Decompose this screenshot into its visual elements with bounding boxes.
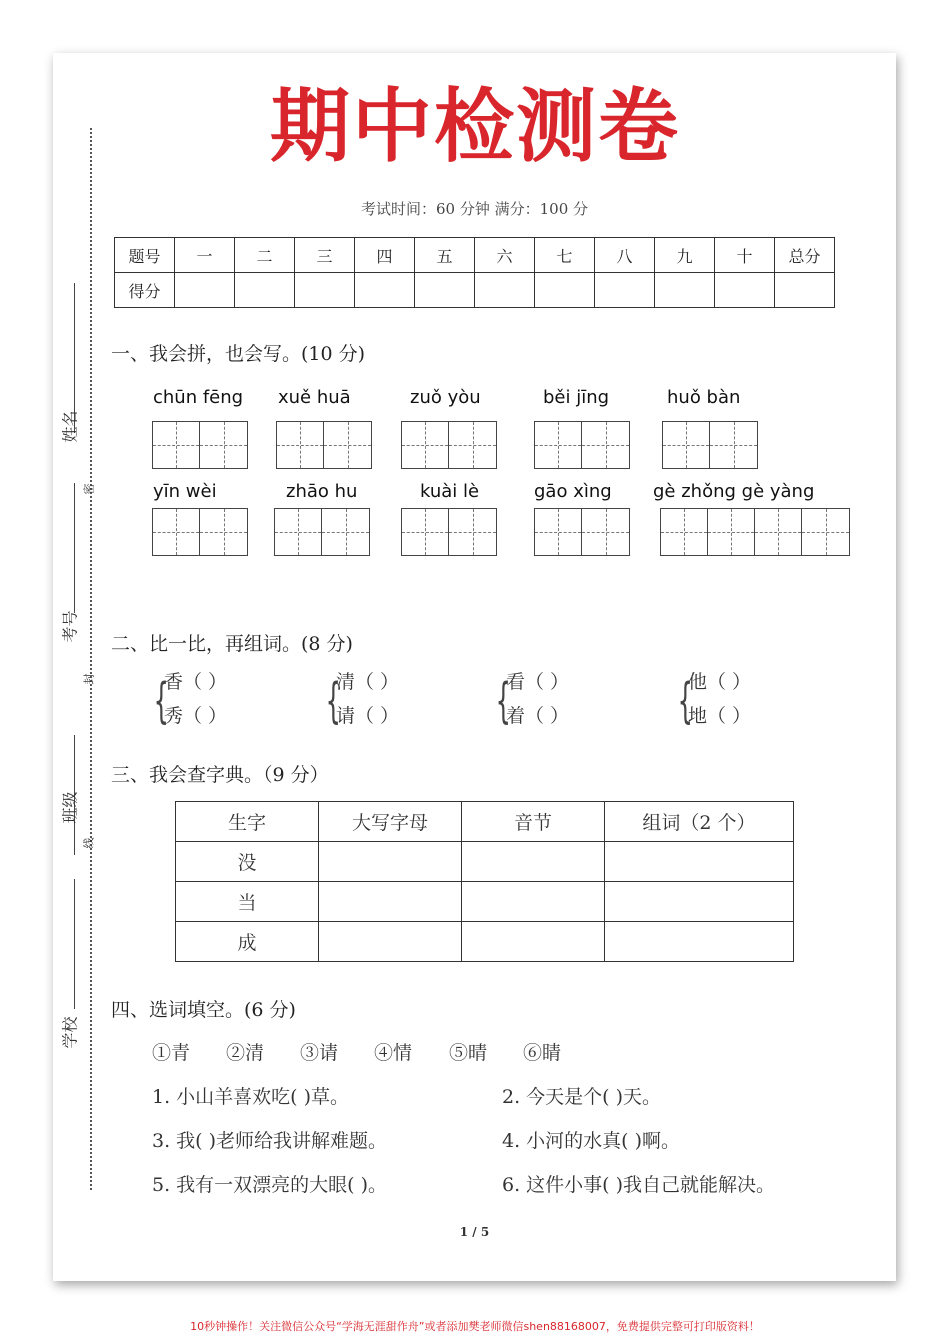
fill-sentence: 3. 我( )老师给我讲解难题。 <box>152 1130 388 1152</box>
compare-word: 秀（ ） <box>164 705 228 727</box>
score-row-label: 得分 <box>115 273 175 308</box>
score-table-header-row <box>115 238 835 273</box>
pinyin-label: chūn fēng <box>153 387 244 408</box>
fill-sentence: 4. 小河的水真( )啊。 <box>502 1130 681 1152</box>
dict-answer-cell[interactable] <box>319 842 462 882</box>
dict-header: 生字 <box>176 802 319 842</box>
fill-sentence: 2. 今天是个( )天。 <box>502 1086 662 1108</box>
exam-subtitle: 考试时间：60 分钟 满分：100 分 <box>360 200 589 218</box>
page-number: 1 / 5 <box>459 1225 490 1239</box>
pinyin-label: huǒ bàn <box>667 387 741 408</box>
score-table-score-row <box>115 273 835 308</box>
fill-sentence: 6. 这件小事( )我自己就能解决。 <box>502 1174 776 1196</box>
compare-word: 着（ ） <box>506 705 570 727</box>
score-cell[interactable] <box>175 273 235 308</box>
exam-sheet <box>53 53 896 1281</box>
score-header-cell: 六 <box>475 238 535 273</box>
side-label-school: 学校 <box>60 1016 80 1049</box>
word-choice: ②清 <box>226 1042 265 1064</box>
pinyin-label: kuài lè <box>420 481 480 502</box>
brace-icon: { <box>325 673 341 729</box>
writing-grid[interactable] <box>660 508 850 556</box>
side-label-number: 考号 <box>60 610 80 643</box>
writing-grid[interactable] <box>401 421 497 469</box>
dict-answer-cell[interactable] <box>462 882 605 922</box>
word-choice: ③请 <box>300 1042 339 1064</box>
writing-grid[interactable] <box>274 508 370 556</box>
side-label-name: 姓名 <box>60 410 80 443</box>
dict-header: 大写字母 <box>319 802 462 842</box>
word-choice: ⑥睛 <box>523 1042 562 1064</box>
score-header-cell: 四 <box>355 238 415 273</box>
dict-char: 当 <box>176 882 319 922</box>
pinyin-label: zuǒ yòu <box>410 387 481 408</box>
score-header-cell: 题号 <box>115 238 175 273</box>
pinyin-label: běi jīng <box>543 387 610 408</box>
dict-answer-cell[interactable] <box>319 922 462 962</box>
word-choice: ④情 <box>374 1042 413 1064</box>
promo-footer: 10秒钟操作！关注微信公众号“学海无涯甜作舟”或者添加樊老师微信shen88168007，免费提供完整可打印版资料！ <box>190 1320 760 1333</box>
pinyin-label: xuě huā <box>278 387 351 408</box>
score-cell[interactable] <box>295 273 355 308</box>
dict-answer-cell[interactable] <box>319 882 462 922</box>
compare-word: 清（ ） <box>336 671 400 693</box>
compare-word: 地（ ） <box>688 705 752 727</box>
dictionary-table <box>175 801 794 962</box>
score-cell[interactable] <box>655 273 715 308</box>
score-header-cell: 十 <box>715 238 775 273</box>
dict-answer-cell[interactable] <box>605 922 794 962</box>
dict-answer-cell[interactable] <box>462 842 605 882</box>
seal-char-xian: 线 <box>82 837 96 849</box>
number-underline <box>74 483 76 613</box>
dict-char: 成 <box>176 922 319 962</box>
brace-icon: { <box>495 673 511 729</box>
writing-grid[interactable] <box>152 421 248 469</box>
score-header-cell: 三 <box>295 238 355 273</box>
score-header-cell: 七 <box>535 238 595 273</box>
score-header-cell: 一 <box>175 238 235 273</box>
dict-answer-cell[interactable] <box>605 842 794 882</box>
score-header-cell: 九 <box>655 238 715 273</box>
section3-title: 三、我会查字典。（9 分） <box>111 764 329 786</box>
score-cell[interactable] <box>535 273 595 308</box>
exam-title: 期中检测卷 <box>270 80 680 173</box>
writing-grid[interactable] <box>276 421 372 469</box>
writing-grid[interactable] <box>662 421 758 469</box>
score-header-cell: 八 <box>595 238 655 273</box>
score-cell[interactable] <box>355 273 415 308</box>
seal-char-feng: 封 <box>82 673 96 685</box>
binding-dashed-line <box>90 128 92 1190</box>
dict-answer-cell[interactable] <box>605 882 794 922</box>
pinyin-label: yīn wèi <box>153 481 217 502</box>
writing-grid[interactable] <box>534 508 630 556</box>
dict-answer-cell[interactable] <box>462 922 605 962</box>
seal-char-mi: 密 <box>82 483 96 495</box>
school-underline <box>74 879 76 1009</box>
compare-word: 香（ ） <box>164 671 228 693</box>
score-cell[interactable] <box>595 273 655 308</box>
compare-word: 看（ ） <box>506 671 570 693</box>
compare-word: 他（ ） <box>688 671 752 693</box>
score-cell[interactable] <box>235 273 295 308</box>
writing-grid[interactable] <box>534 421 630 469</box>
brace-icon: { <box>677 673 693 729</box>
score-header-cell: 五 <box>415 238 475 273</box>
word-choice: ⑤晴 <box>449 1042 488 1064</box>
writing-grid[interactable] <box>152 508 248 556</box>
fill-sentence: 1. 小山羊喜欢吃( )草。 <box>152 1086 350 1108</box>
score-table <box>114 237 835 308</box>
compare-word: 请（ ） <box>336 705 400 727</box>
pinyin-label: gāo xìng <box>534 481 612 502</box>
dict-header: 音节 <box>462 802 605 842</box>
score-cell[interactable] <box>475 273 535 308</box>
writing-grid[interactable] <box>401 508 497 556</box>
section4-title: 四、选词填空。(6 分) <box>111 999 296 1021</box>
word-choice: ①青 <box>152 1042 191 1064</box>
side-label-class: 班级 <box>60 791 80 824</box>
pinyin-label: zhāo hu <box>286 481 358 502</box>
score-header-cell: 总分 <box>775 238 835 273</box>
section1-title: 一、我会拼，也会写。(10 分) <box>111 343 366 365</box>
brace-icon: { <box>153 673 169 729</box>
dict-char: 没 <box>176 842 319 882</box>
dict-header: 组词（2 个） <box>605 802 794 842</box>
score-cell[interactable] <box>415 273 475 308</box>
section2-title: 二、比一比，再组词。(8 分) <box>111 633 353 655</box>
fill-sentence: 5. 我有一双漂亮的大眼( )。 <box>152 1174 388 1196</box>
score-cell[interactable] <box>775 273 835 308</box>
pinyin-label: gè zhǒng gè yàng <box>653 481 815 502</box>
score-header-cell: 二 <box>235 238 295 273</box>
score-cell[interactable] <box>715 273 775 308</box>
